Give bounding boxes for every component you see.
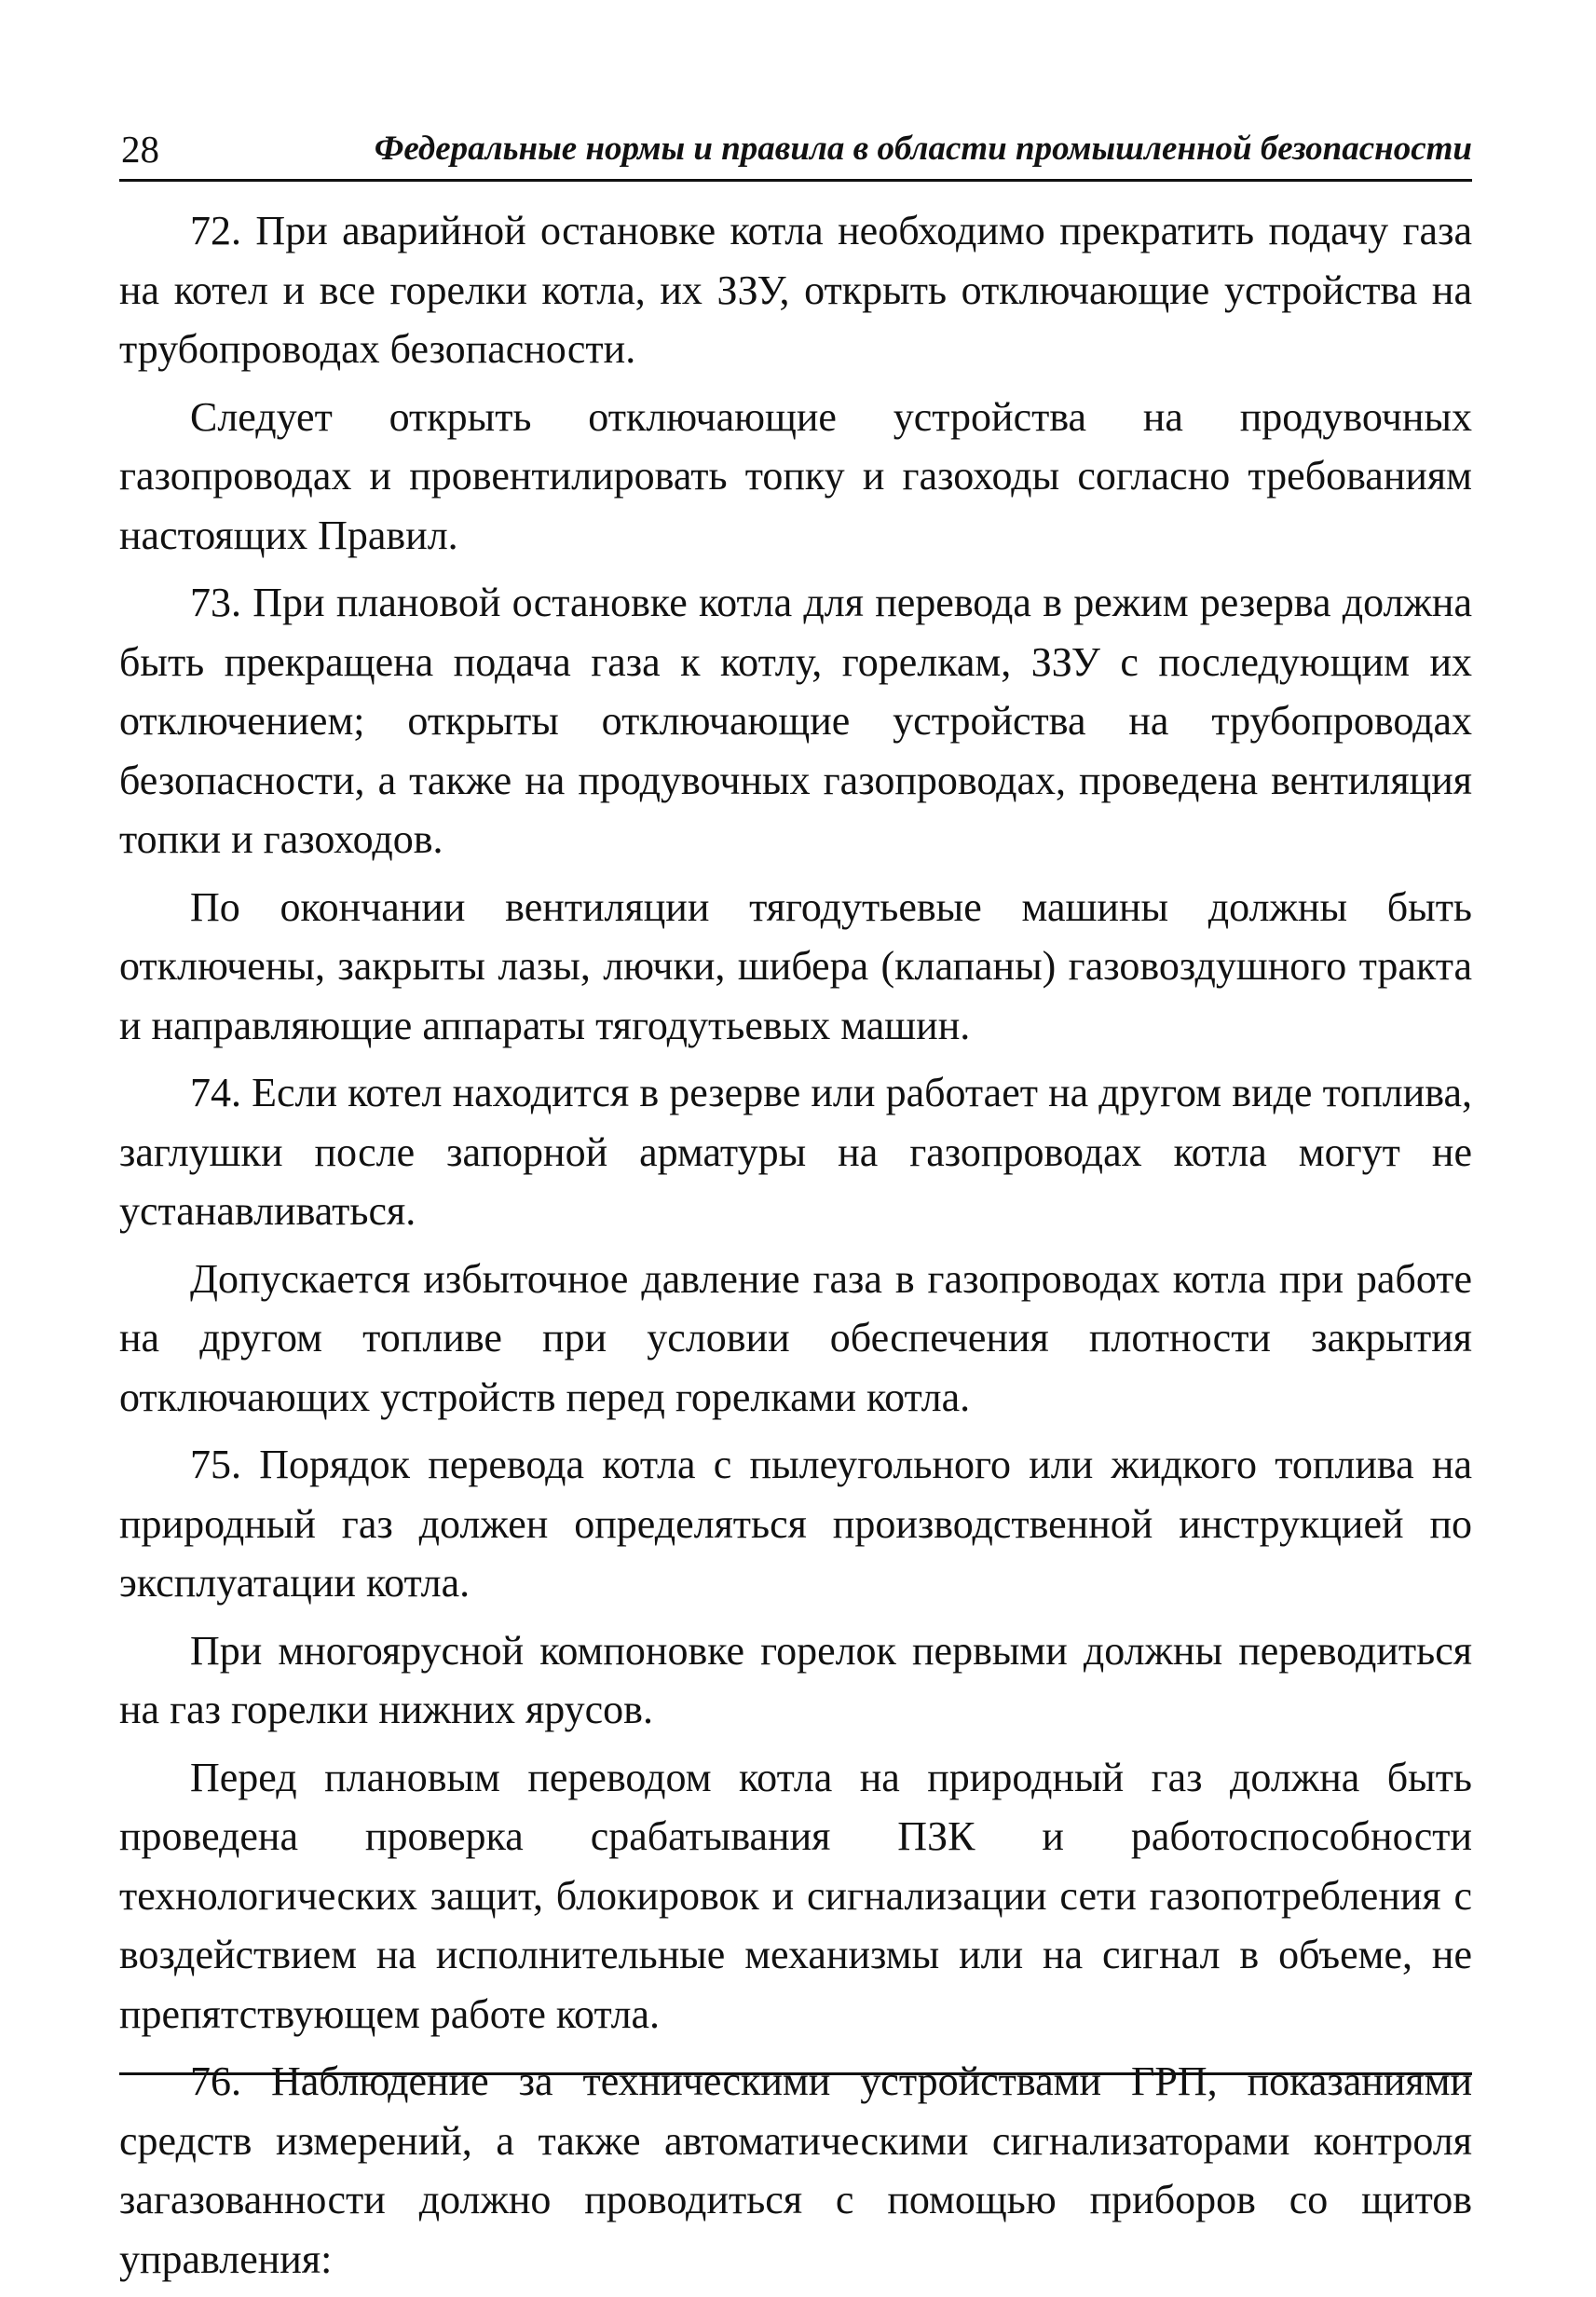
paragraph-72: 72. При аварийной остановке котла необходимо прекратить подачу газа на котел и все горелки котла, их ЗЗУ, открыть отключающие устройства на трубопроводах безопасности. bbox=[119, 208, 1472, 372]
footer-rule bbox=[119, 2072, 1472, 2075]
page-number: 28 bbox=[121, 128, 159, 171]
paragraph-75: 75. Порядок перевода котла с пылеугольного или жидкого топлива на природный газ должен определяться производственной инструкцией по эксплуатации котла. bbox=[119, 1442, 1472, 1606]
paragraph-73: 73. При плановой остановке котла для перевода в режим резерва должна быть прекращена подача газа к котлу, горелкам, ЗЗУ с последующим их отключением; открыты отключающие устройства на трубопроводах безопасности, а также на продувочных газопроводах, проведена вентиляция топки и газоходов. bbox=[119, 580, 1472, 862]
paragraph-74-continuation: Допускается избыточное давление газа в газопроводах котла при работе на другом топливе при условии обеспечения плотности закрытия отключающих устройств перед горелками котла. bbox=[119, 1255, 1472, 1420]
paragraph-76: 76. Наблюдение за техническими устройствами ГРП, показаниями средств измерений, а также автоматическими сигнализаторами контроля загазованности должно проводиться с помощью приборов со щитов управления: bbox=[119, 2058, 1472, 2282]
paragraph-74: 74. Если котел находится в резерве или работает на другом виде топлива, заглушки после запорной арматуры на газопроводах котла могут не устанавливаться. bbox=[119, 1070, 1472, 1234]
body-text bbox=[119, 201, 1472, 2297]
running-title: Федеральные нормы и правила в области промышленной безопасности bbox=[374, 130, 1472, 168]
paragraph-73-continuation: По окончании вентиляции тягодутьевые машины должны быть отключены, закрыты лазы, лючки, шибера (клапаны) газовоздушного тракта и направляющие аппараты тягодутьевых машин. bbox=[119, 883, 1472, 1048]
page-header bbox=[119, 123, 1472, 182]
paragraph-72-continuation: Следует открыть отключающие устройства на продувочных газопроводах и провентилировать топку и газоходы согласно требованиям настоящих Правил. bbox=[119, 393, 1472, 558]
paragraph-75-continuation-1: При многоярусной компоновке горелок первыми должны переводиться на газ горелки нижних ярусов. bbox=[119, 1627, 1472, 1732]
paragraph-75-continuation-2: Перед плановым переводом котла на природный газ должна быть проведена проверка срабатывания ПЗК и работоспособности технологических защит, блокировок и сигнализации сети газопотребления с воздействием на исполнительные механизмы или на сигнал в объеме, не препятствующем работе котла. bbox=[119, 1754, 1472, 2037]
